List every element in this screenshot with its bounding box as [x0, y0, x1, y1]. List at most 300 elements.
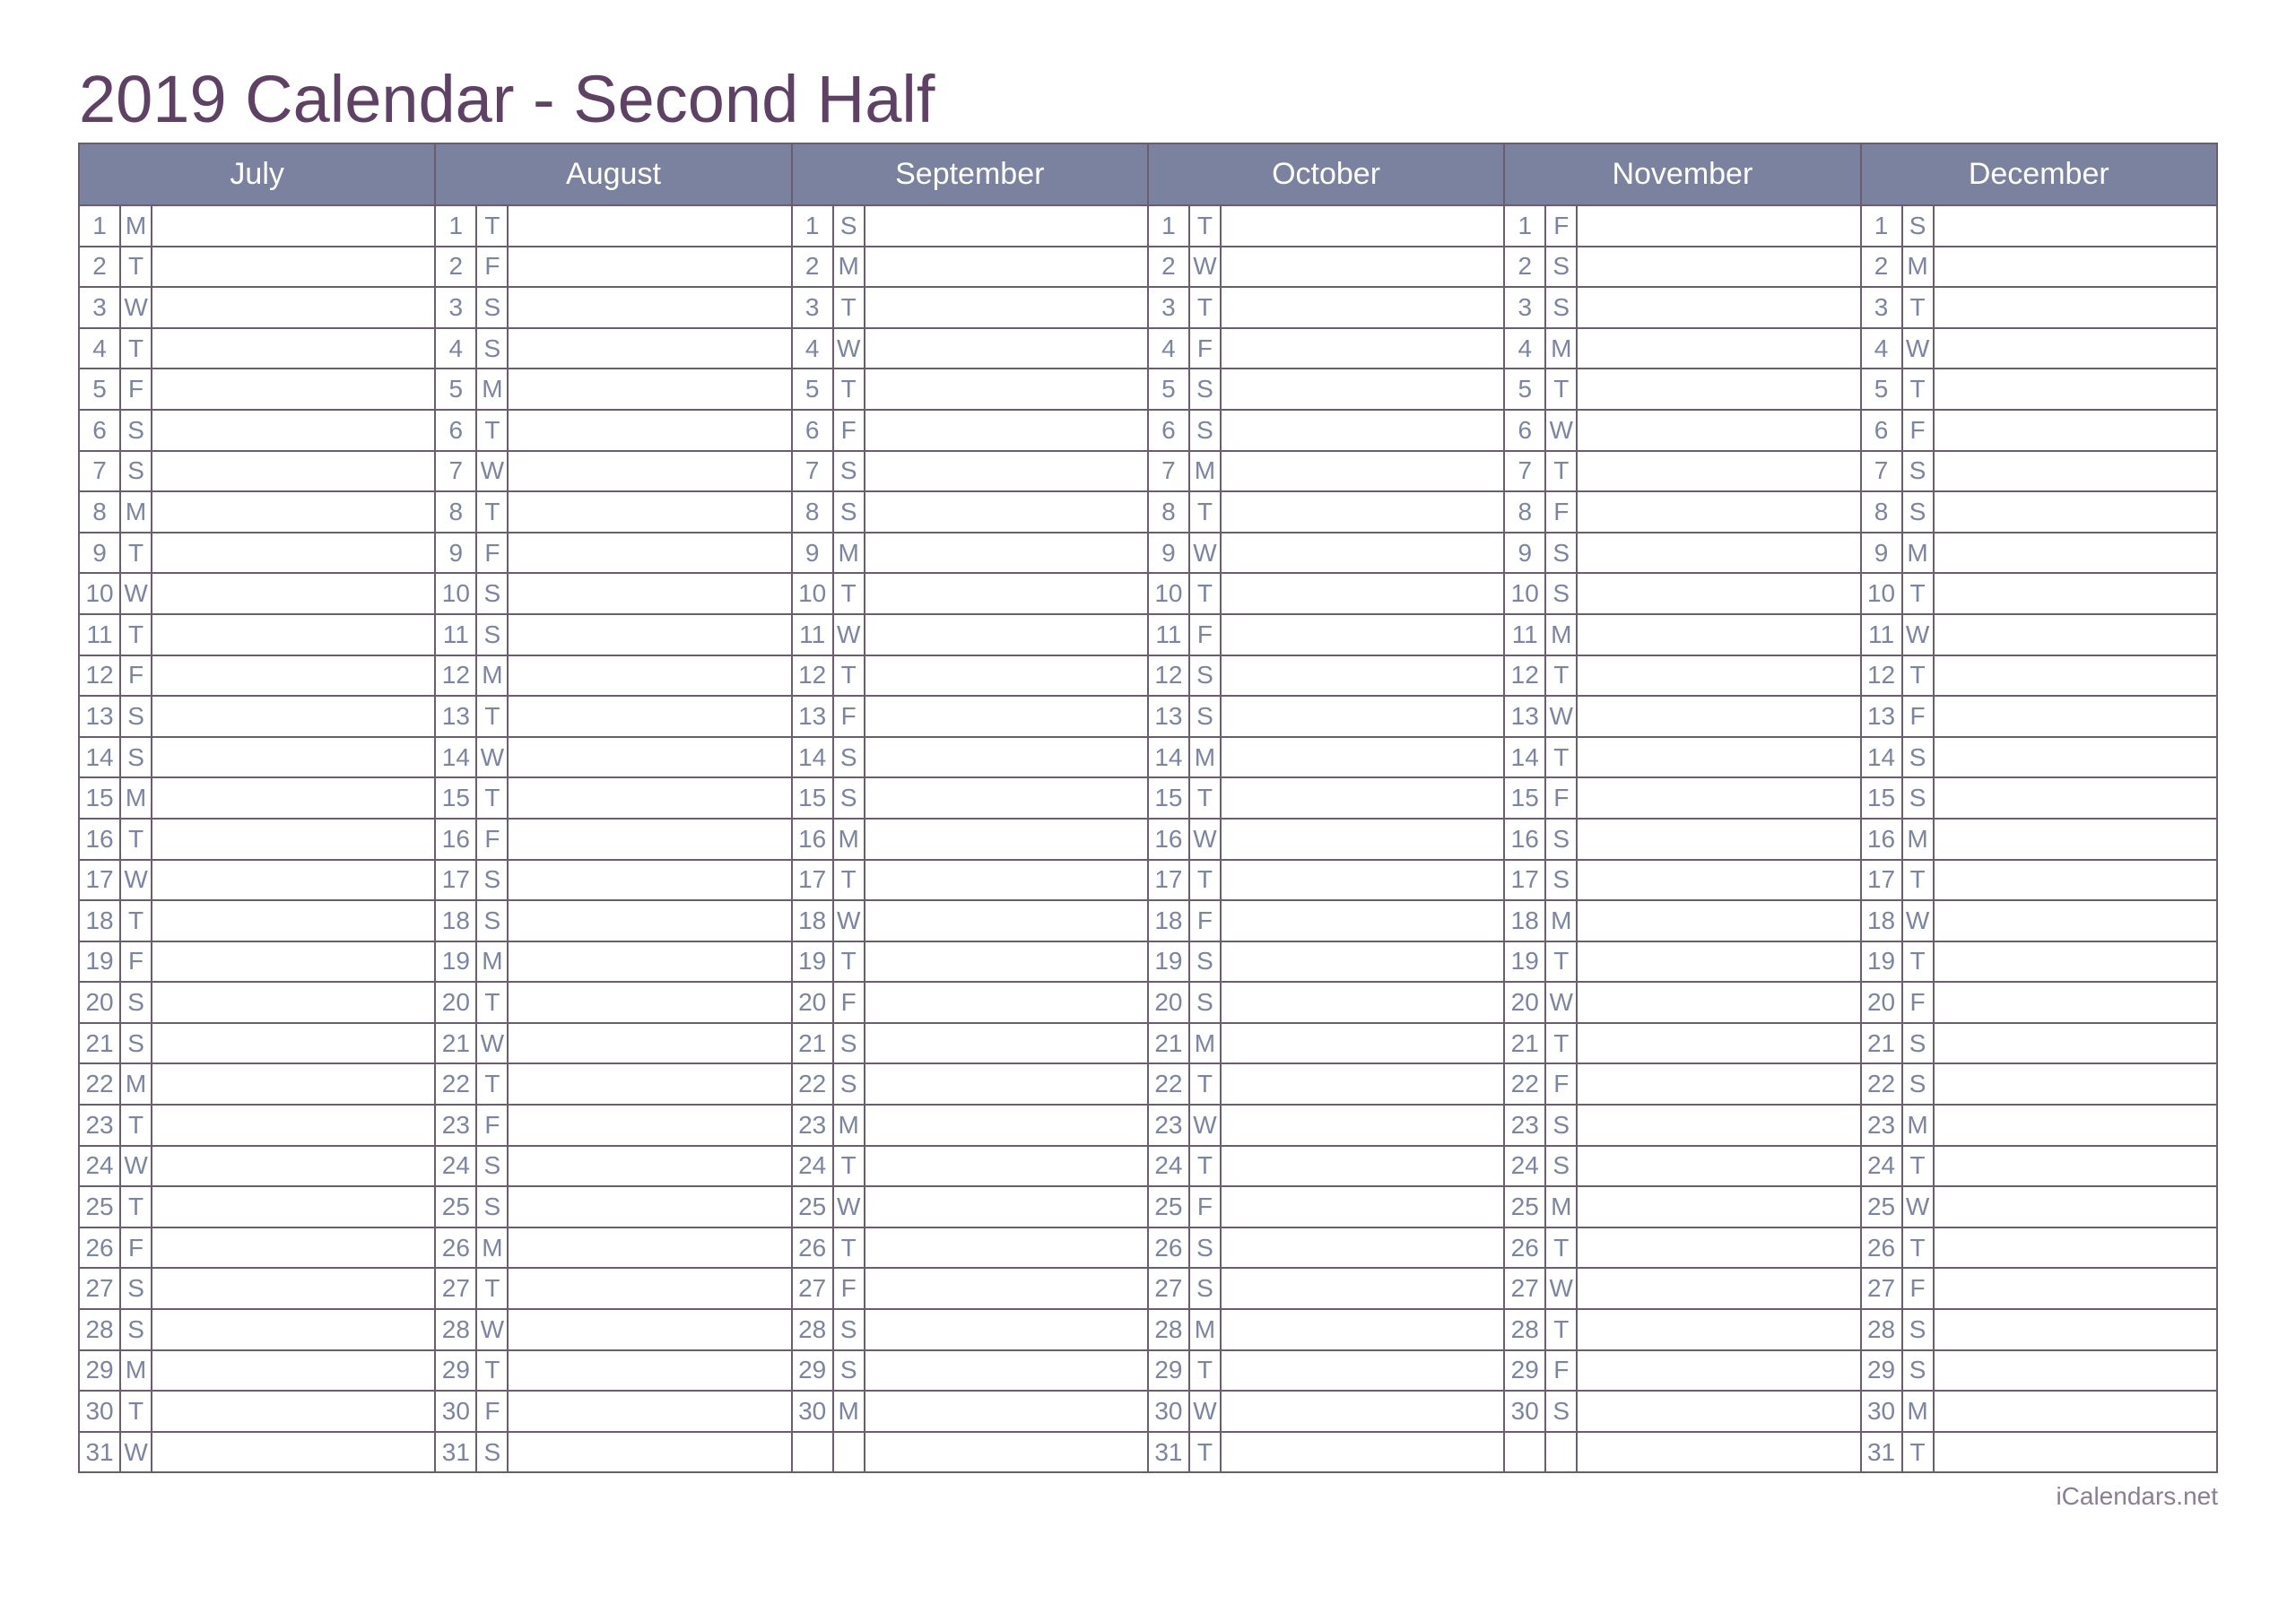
day-letter: W	[1189, 1105, 1221, 1146]
day-letter: S	[1902, 491, 1934, 533]
day-note-cell	[1577, 982, 1860, 1023]
day-number: 2	[435, 247, 476, 288]
day-number: 7	[1861, 451, 1902, 492]
day-number: 13	[435, 696, 476, 737]
day-number: 7	[435, 451, 476, 492]
day-number: 30	[79, 1391, 120, 1432]
day-number: 19	[1861, 941, 1902, 983]
day-note-cell	[1934, 1268, 2217, 1309]
day-letter: T	[1902, 369, 1934, 410]
day-note-cell	[865, 614, 1148, 655]
footer-link[interactable]: iCalendars.net	[2056, 1482, 2218, 1510]
day-note-cell	[865, 819, 1148, 860]
day-note-cell	[1934, 614, 2217, 655]
day-note-cell	[1221, 451, 1504, 492]
day-number: 20	[79, 982, 120, 1023]
day-number: 16	[435, 819, 476, 860]
day-note-cell	[508, 860, 791, 901]
day-letter: S	[120, 1268, 152, 1309]
day-number: 24	[792, 1146, 833, 1187]
day-number: 14	[792, 737, 833, 778]
day-letter: T	[476, 491, 508, 533]
day-note-cell	[152, 1391, 435, 1432]
day-letter: T	[1189, 287, 1221, 328]
day-letter: W	[120, 1432, 152, 1473]
day-number: 21	[1504, 1023, 1545, 1064]
day-note-cell	[1221, 1105, 1504, 1146]
day-note-cell	[1934, 1432, 2217, 1473]
day-note-cell	[508, 900, 791, 941]
day-letter: F	[1545, 205, 1577, 247]
day-note-cell	[1221, 655, 1504, 697]
day-letter: W	[1902, 614, 1934, 655]
day-number: 24	[79, 1146, 120, 1187]
day-note-cell	[152, 1063, 435, 1105]
day-note-cell	[1221, 1063, 1504, 1105]
day-letter: W	[1902, 900, 1934, 941]
day-note-cell	[152, 737, 435, 778]
day-number: 23	[792, 1105, 833, 1146]
day-note-cell	[1221, 287, 1504, 328]
day-letter: F	[1545, 1350, 1577, 1392]
day-note-cell	[508, 614, 791, 655]
day-number: 13	[79, 696, 120, 737]
day-note-cell	[1934, 328, 2217, 369]
day-letter: M	[120, 1063, 152, 1105]
day-number: 4	[435, 328, 476, 369]
day-note-cell	[152, 247, 435, 288]
day-note-cell	[508, 737, 791, 778]
day-note-cell	[1934, 451, 2217, 492]
day-note-cell	[1221, 1146, 1504, 1187]
day-letter: T	[476, 777, 508, 819]
day-number: 11	[79, 614, 120, 655]
day-number: 7	[1148, 451, 1189, 492]
day-note-cell	[508, 1186, 791, 1227]
day-note-cell	[508, 328, 791, 369]
day-note-cell	[152, 1105, 435, 1146]
day-letter: S	[1902, 777, 1934, 819]
day-letter: S	[1189, 655, 1221, 697]
day-note-cell	[508, 655, 791, 697]
day-note-cell	[152, 1432, 435, 1473]
day-note-cell	[1221, 982, 1504, 1023]
day-number: 8	[1504, 491, 1545, 533]
day-note-cell	[508, 369, 791, 410]
day-letter: T	[1545, 941, 1577, 983]
day-number: 17	[792, 860, 833, 901]
month-header-october: October	[1148, 143, 1504, 205]
day-note-cell	[865, 982, 1148, 1023]
day-number: 29	[792, 1350, 833, 1392]
day-letter: T	[1902, 287, 1934, 328]
day-note-cell	[865, 1268, 1148, 1309]
day-letter: T	[833, 287, 865, 328]
day-number: 20	[1504, 982, 1545, 1023]
day-number: 29	[1504, 1350, 1545, 1392]
day-letter: W	[120, 287, 152, 328]
day-letter: W	[476, 1309, 508, 1350]
day-number: 25	[1504, 1186, 1545, 1227]
day-number: 9	[792, 533, 833, 574]
day-letter: F	[1902, 696, 1934, 737]
day-number: 28	[1861, 1309, 1902, 1350]
day-note-cell	[1221, 737, 1504, 778]
day-note-cell	[1221, 900, 1504, 941]
day-letter: S	[833, 1023, 865, 1064]
day-note-cell	[508, 982, 791, 1023]
day-number: 21	[792, 1023, 833, 1064]
day-note-cell	[152, 1023, 435, 1064]
day-note-cell	[152, 573, 435, 614]
day-letter: S	[1545, 533, 1577, 574]
day-number: 6	[1504, 410, 1545, 451]
day-note-cell	[1577, 328, 1860, 369]
day-note-cell	[152, 491, 435, 533]
day-note-cell	[1577, 737, 1860, 778]
day-note-cell	[1221, 1350, 1504, 1392]
day-note-cell	[865, 696, 1148, 737]
day-letter: M	[1189, 1309, 1221, 1350]
day-note-cell	[1577, 247, 1860, 288]
day-number: 15	[79, 777, 120, 819]
day-note-cell	[865, 328, 1148, 369]
day-number: 2	[1148, 247, 1189, 288]
day-note-cell	[1934, 982, 2217, 1023]
day-note-cell	[865, 369, 1148, 410]
day-note-cell	[152, 1146, 435, 1187]
day-letter: W	[120, 860, 152, 901]
day-note-cell	[1934, 369, 2217, 410]
day-number: 22	[1861, 1063, 1902, 1105]
day-note-cell	[865, 451, 1148, 492]
day-number: 5	[1148, 369, 1189, 410]
day-letter: S	[476, 900, 508, 941]
day-letter: S	[120, 1309, 152, 1350]
day-note-cell	[508, 941, 791, 983]
day-note-cell	[1577, 1350, 1860, 1392]
day-number: 4	[792, 328, 833, 369]
day-letter: M	[120, 205, 152, 247]
day-note-cell	[1221, 1268, 1504, 1309]
day-note-cell	[1221, 328, 1504, 369]
day-note-cell	[1934, 860, 2217, 901]
day-note-cell	[508, 451, 791, 492]
day-number: 9	[1148, 533, 1189, 574]
day-letter: S	[476, 328, 508, 369]
day-note-cell	[865, 247, 1148, 288]
day-number: 30	[435, 1391, 476, 1432]
day-letter: M	[476, 655, 508, 697]
day-number: 15	[1504, 777, 1545, 819]
day-note-cell	[865, 1227, 1148, 1269]
day-number: 2	[792, 247, 833, 288]
day-letter: T	[833, 941, 865, 983]
day-note-cell	[1221, 1309, 1504, 1350]
day-number: 5	[79, 369, 120, 410]
day-number: 8	[792, 491, 833, 533]
day-letter: M	[1902, 1105, 1934, 1146]
day-letter: T	[1902, 655, 1934, 697]
day-number: 27	[1504, 1268, 1545, 1309]
day-number: 6	[1148, 410, 1189, 451]
day-letter: T	[476, 696, 508, 737]
day-letter: T	[120, 819, 152, 860]
day-note-cell	[508, 410, 791, 451]
day-note-cell	[152, 451, 435, 492]
day-note-cell	[1221, 205, 1504, 247]
day-number: 10	[79, 573, 120, 614]
day-note-cell	[152, 1268, 435, 1309]
day-letter: T	[120, 533, 152, 574]
day-note-cell	[1934, 1105, 2217, 1146]
day-letter: T	[1189, 491, 1221, 533]
day-note-cell	[1934, 410, 2217, 451]
day-number: 31	[1861, 1432, 1902, 1473]
day-number: 25	[79, 1186, 120, 1227]
day-letter: T	[833, 369, 865, 410]
day-letter: M	[833, 1391, 865, 1432]
day-letter: W	[120, 573, 152, 614]
day-letter: S	[120, 451, 152, 492]
day-letter: W	[1902, 1186, 1934, 1227]
day-number: 9	[79, 533, 120, 574]
day-letter: T	[120, 614, 152, 655]
day-number: 17	[1504, 860, 1545, 901]
day-note-cell	[1934, 1227, 2217, 1269]
day-number: 11	[1861, 614, 1902, 655]
day-number: 21	[1861, 1023, 1902, 1064]
day-number: 22	[79, 1063, 120, 1105]
day-note-cell	[508, 1063, 791, 1105]
day-letter: F	[476, 819, 508, 860]
day-number: 8	[1861, 491, 1902, 533]
day-note-cell	[1577, 1391, 1860, 1432]
day-note-cell	[1577, 655, 1860, 697]
day-letter: S	[833, 777, 865, 819]
day-letter: S	[833, 1350, 865, 1392]
day-letter: S	[1545, 247, 1577, 288]
day-number: 17	[1861, 860, 1902, 901]
day-number: 18	[79, 900, 120, 941]
day-number: 8	[79, 491, 120, 533]
day-note-cell	[1934, 941, 2217, 983]
day-note-cell	[1934, 696, 2217, 737]
day-note-cell	[865, 737, 1148, 778]
day-letter: T	[833, 655, 865, 697]
day-number: 17	[435, 860, 476, 901]
day-letter: S	[1902, 451, 1934, 492]
day-note-cell	[508, 1268, 791, 1309]
day-letter: T	[1902, 1432, 1934, 1473]
day-letter: W	[833, 328, 865, 369]
day-note-cell	[1934, 205, 2217, 247]
day-number: 3	[1148, 287, 1189, 328]
day-number: 8	[435, 491, 476, 533]
day-letter: S	[1902, 205, 1934, 247]
day-note-cell	[865, 533, 1148, 574]
day-note-cell	[1934, 1186, 2217, 1227]
day-number: 26	[435, 1227, 476, 1269]
day-number: 27	[1861, 1268, 1902, 1309]
day-note-cell	[865, 655, 1148, 697]
day-letter: S	[1902, 1023, 1934, 1064]
day-number: 5	[1861, 369, 1902, 410]
day-letter: S	[476, 1146, 508, 1187]
day-letter: M	[1902, 1391, 1934, 1432]
day-letter: M	[833, 247, 865, 288]
calendar-grid	[78, 143, 2218, 1473]
day-number: 5	[792, 369, 833, 410]
day-note-cell	[152, 777, 435, 819]
day-letter: T	[1189, 860, 1221, 901]
day-note-cell	[1577, 1146, 1860, 1187]
day-note-cell	[865, 777, 1148, 819]
day-letter: S	[1189, 941, 1221, 983]
day-number: 19	[435, 941, 476, 983]
day-number: 26	[1861, 1227, 1902, 1269]
day-note-cell	[508, 247, 791, 288]
day-number: 24	[1504, 1146, 1545, 1187]
day-number: 5	[1504, 369, 1545, 410]
day-letter: W	[833, 1186, 865, 1227]
day-letter: S	[120, 1023, 152, 1064]
day-note-cell	[1577, 1227, 1860, 1269]
empty-cell	[1577, 1432, 1860, 1473]
day-note-cell	[152, 533, 435, 574]
day-number: 22	[435, 1063, 476, 1105]
day-number: 19	[792, 941, 833, 983]
day-note-cell	[1934, 287, 2217, 328]
day-number: 24	[435, 1146, 476, 1187]
month-header-december: December	[1861, 143, 2217, 205]
day-letter: W	[1189, 247, 1221, 288]
day-number: 29	[1861, 1350, 1902, 1392]
day-number: 25	[435, 1186, 476, 1227]
day-number: 24	[1148, 1146, 1189, 1187]
day-number: 4	[1148, 328, 1189, 369]
day-note-cell	[152, 328, 435, 369]
month-header-november: November	[1504, 143, 1860, 205]
day-letter: F	[833, 410, 865, 451]
day-number: 23	[1861, 1105, 1902, 1146]
day-letter: T	[833, 1146, 865, 1187]
day-note-cell	[1577, 777, 1860, 819]
day-number: 16	[792, 819, 833, 860]
day-number: 3	[1861, 287, 1902, 328]
day-letter: T	[1545, 369, 1577, 410]
day-letter: M	[1189, 737, 1221, 778]
day-letter: T	[1902, 1146, 1934, 1187]
day-note-cell	[1577, 1268, 1860, 1309]
day-number: 25	[792, 1186, 833, 1227]
day-letter: F	[833, 982, 865, 1023]
day-number: 28	[1504, 1309, 1545, 1350]
day-letter: T	[476, 1350, 508, 1392]
day-letter: W	[1189, 1391, 1221, 1432]
day-letter: M	[833, 819, 865, 860]
day-number: 1	[792, 205, 833, 247]
day-letter: T	[833, 573, 865, 614]
day-letter: T	[1189, 1146, 1221, 1187]
day-letter: T	[476, 1268, 508, 1309]
day-number: 14	[1504, 737, 1545, 778]
day-letter: T	[120, 900, 152, 941]
day-number: 8	[1148, 491, 1189, 533]
day-letter: S	[476, 860, 508, 901]
day-number: 30	[1148, 1391, 1189, 1432]
day-number: 30	[1504, 1391, 1545, 1432]
day-number: 26	[79, 1227, 120, 1269]
day-number: 13	[792, 696, 833, 737]
day-number: 7	[79, 451, 120, 492]
day-note-cell	[1934, 491, 2217, 533]
day-letter: F	[120, 655, 152, 697]
day-number: 1	[79, 205, 120, 247]
day-note-cell	[508, 1350, 791, 1392]
day-number: 10	[1861, 573, 1902, 614]
day-note-cell	[152, 655, 435, 697]
day-number: 20	[435, 982, 476, 1023]
day-number: 29	[79, 1350, 120, 1392]
day-letter: W	[1902, 328, 1934, 369]
day-letter: S	[1545, 1105, 1577, 1146]
day-letter: S	[833, 491, 865, 533]
day-number: 22	[1148, 1063, 1189, 1105]
day-number: 6	[792, 410, 833, 451]
day-note-cell	[1577, 410, 1860, 451]
day-number: 2	[1504, 247, 1545, 288]
day-note-cell	[1577, 941, 1860, 983]
day-note-cell	[1934, 1309, 2217, 1350]
day-number: 14	[79, 737, 120, 778]
day-letter: S	[1189, 410, 1221, 451]
day-number: 26	[792, 1227, 833, 1269]
day-letter: T	[1545, 451, 1577, 492]
day-number: 14	[435, 737, 476, 778]
day-note-cell	[1221, 533, 1504, 574]
day-number: 31	[79, 1432, 120, 1473]
day-letter: F	[1189, 328, 1221, 369]
day-note-cell	[1934, 900, 2217, 941]
day-number: 17	[79, 860, 120, 901]
day-note-cell	[1934, 533, 2217, 574]
day-number: 22	[1504, 1063, 1545, 1105]
day-letter: M	[1902, 247, 1934, 288]
day-letter: W	[476, 451, 508, 492]
day-number: 11	[1148, 614, 1189, 655]
day-letter: T	[1189, 1432, 1221, 1473]
day-number: 11	[1504, 614, 1545, 655]
day-letter: T	[1902, 860, 1934, 901]
day-number: 27	[792, 1268, 833, 1309]
day-note-cell	[1577, 900, 1860, 941]
day-note-cell	[152, 1227, 435, 1269]
day-number: 23	[79, 1105, 120, 1146]
day-letter: S	[476, 287, 508, 328]
day-letter: S	[120, 982, 152, 1023]
day-note-cell	[152, 819, 435, 860]
day-number: 14	[1148, 737, 1189, 778]
day-letter: F	[476, 1391, 508, 1432]
day-number: 27	[1148, 1268, 1189, 1309]
day-number: 16	[1861, 819, 1902, 860]
day-number: 21	[435, 1023, 476, 1064]
day-letter: S	[1902, 1063, 1934, 1105]
day-number: 6	[435, 410, 476, 451]
day-letter: F	[833, 1268, 865, 1309]
day-letter: S	[476, 614, 508, 655]
